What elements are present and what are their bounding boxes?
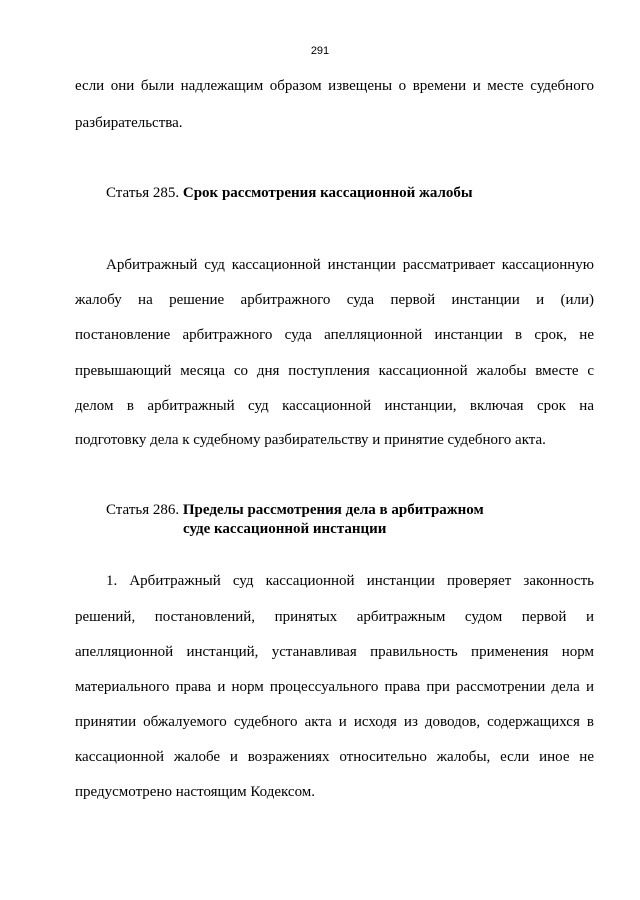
article-285-line-4: превышающий месяца со дня поступления кассационной жалобы вместе с xyxy=(75,363,594,379)
article-285-line-6: подготовку дела к судебному разбирательству и принятие судебного акта. xyxy=(75,432,546,448)
intro-line-1: если они были надлежащим образом извещены о времени и месте судебного xyxy=(75,78,594,94)
article-286-line-3: апелляционной инстанций, устанавливая правильность применения норм xyxy=(75,644,594,660)
page-number: 291 xyxy=(310,45,330,57)
article-286-title-line-2: суде кассационной инстанции xyxy=(183,521,387,537)
article-285-line-2: жалобу на решение арбитражного суда первой инстанции и (или) xyxy=(75,292,594,308)
article-286-line-6: кассационной жалобе и возражениях относительно жалобы, если иное не xyxy=(75,749,594,765)
article-286-title-line-1: Пределы рассмотрения дела в арбитражном xyxy=(182,502,484,518)
article-285-line-3: постановление арбитражного суда апелляционной инстанции в срок, не xyxy=(75,327,594,343)
article-286-prefix: Статья 286. xyxy=(106,502,180,518)
intro-line-2: разбирательства. xyxy=(75,115,183,131)
article-285-heading xyxy=(106,183,473,203)
article-286-heading xyxy=(106,500,484,520)
article-285-line-5: делом в арбитражный суд кассационной инстанции, включая срок на xyxy=(75,398,594,414)
article-286-line-5: принятии обжалуемого судебного акта и исходя из доводов, содержащихся в xyxy=(75,714,594,730)
article-285-title: Срок рассмотрения кассационной жалобы xyxy=(182,185,473,201)
article-286-line-4: материального права и норм процессуального права при рассмотрении дела и xyxy=(75,679,594,695)
article-285-line-1: Арбитражный суд кассационной инстанции рассматривает кассационную xyxy=(106,257,594,273)
article-286-line-2: решений, постановлений, принятых арбитражным судом первой и xyxy=(75,609,594,625)
article-285-prefix: Статья 285. xyxy=(106,185,180,201)
article-286-line-7: предусмотрено настоящим Кодексом. xyxy=(75,784,316,800)
article-286-line-1: 1. Арбитражный суд кассационной инстанции проверяет законность xyxy=(106,573,594,589)
